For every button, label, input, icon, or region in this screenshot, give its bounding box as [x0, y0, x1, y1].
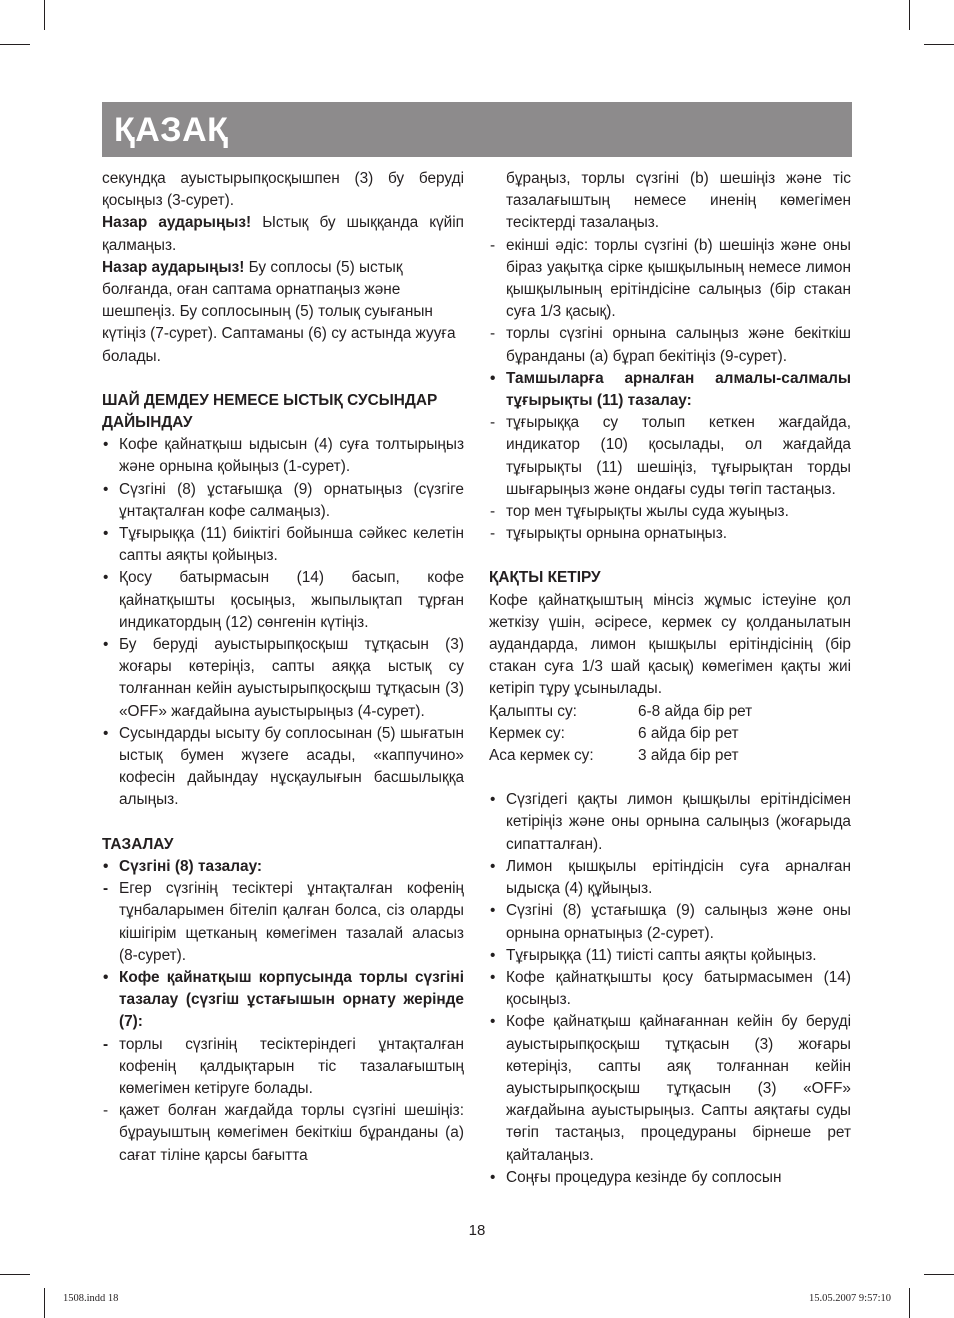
list-item: • Қосу батырмасын (14) басып, кофе қайнатқышты қосыңыз, жыпылықтап тұрған индикатордың (12) сөнгенін күтіңіз.: [103, 569, 464, 631]
section-heading: ҚАҚТЫ КЕТІРУ: [489, 569, 601, 587]
hardness-row: Аса кермек су: 3 айда бір рет: [489, 747, 739, 765]
crop-mark: [44, 1288, 45, 1318]
section-title: ҚАЗАҚ: [114, 111, 229, 149]
crop-mark: [0, 44, 30, 45]
warning-label: Назар аударыңыз!: [102, 214, 252, 232]
hardness-row: Қалыпты су: 6-8 айда бір рет: [489, 702, 753, 720]
list-item: • Сүзгіні (8) ұстағышқа (9) орнатыңыз (сүзгіге ұнтақталған кофе салмаңыз).: [103, 480, 464, 520]
crop-mark: [44, 0, 45, 30]
list-item: - торлы сүзгінің тесіктеріндегі ұнтақталған кофенің қалдықтарын тіс тазалағыштың көмегімен кетіруге болады.: [103, 1035, 464, 1097]
section-heading: ШАЙ ДЕМДЕУ НЕМЕСЕ ЫСТЫҚ СУСЫНДАР ДАЙЫНДАУ: [102, 391, 438, 432]
list-item: • Сүзгідегі қақты лимон қышқылы ерітіндісімен кетіріңіз және оны орнына салыңыз (жоғарыда сипатталған).: [490, 791, 851, 853]
crop-mark: [0, 1274, 30, 1275]
crop-mark: [909, 0, 910, 30]
crop-mark: [909, 1288, 910, 1318]
list-item: - тор мен тұғырықты жылы суда жуыңыз.: [490, 503, 789, 521]
page-number: 18: [468, 1222, 486, 1239]
warning-paragraph: [102, 212, 464, 256]
list-item: • Тұғырыққа (11) тиісті сапты аяқты қойыңыз.: [490, 946, 817, 964]
crop-mark: [924, 44, 954, 45]
list-item: • Тұғырыққа (11) биіктігі бойынша сәйкес келетін сапты аяқты қойыңыз.: [103, 525, 464, 565]
list-item: - екінші әдіс: торлы сүзгіні (b) шешіңіз және оны біраз уақытқа сірке қышқылының немесе лимон қышқылының ерітіндісіне салыңыз (бір стакан суға 1/3 қасық).: [490, 236, 851, 321]
slug-date: 15.05.2007 9:57:10: [809, 1293, 891, 1304]
warning-text: Бу соплосы (5) ыстық болғанда, оған саптама орнатпаңыз және шешпеңіз. Бу соплосының (5) толық суығанын күтіңіз (7-сурет). Саптаманы (6) су астында жууға болады.: [102, 258, 456, 365]
slug-file: 1508.indd 18: [63, 1293, 119, 1304]
warning-text: Ыстық бу шыққанда күйіп қалмаңыз.: [102, 214, 464, 254]
crop-mark: [924, 1274, 954, 1275]
list-item: • Соңғы процедура кезінде бу соплосын: [490, 1168, 782, 1186]
hardness-row: Кермек су: 6 айда бір рет: [489, 724, 739, 742]
list-item: - қажет болған жағдайда торлы сүзгіні шешіңіз: бұрауыштың көмегімен бекіткіш бұранданы (а) сағат тіліне қарсы бағытта: [103, 1102, 464, 1164]
list-item: • Бу беруді ауыстырыпқосқыш тұтқасын (3) жоғары көтеріңіз, сапты аяққа ыстық су толғаннан кейін ауыстырыпқосқыш тұтқасын (3) «OFF» жағдайына ауыстырыңыз (4-сурет).: [103, 636, 464, 720]
left-column: [102, 168, 464, 1167]
list-item: - тұғырыққа су толып кеткен жағдайда, индикатор (10) қосылады, ол жағдайда тұғырықты (11) шешіңіз, тұғырықтан торды шығарыңыз және ондағы суды төгіп тастаңыз.: [490, 414, 851, 498]
warning-label: Назар аударыңыз!: [102, 258, 245, 276]
section-banner: [102, 102, 852, 157]
list-item: • Сүзгіні (8) ұстағышқа (9) салыңыз және оны орнына орнатыңыз (2-сурет).: [490, 902, 851, 942]
section-heading: ТАЗАЛАУ: [102, 835, 174, 853]
list-item: - Егер сүзгінің тесіктері ұнтақталған кофенің тұнбаларымен бітеліп қалған болса, сіз оларды кішігірім щетканың көмегімен тазалай аласыз (8-сурет).: [103, 880, 464, 964]
warning-paragraph: [102, 257, 464, 368]
right-column: [489, 168, 851, 1189]
list-item: • Сүзгіні (8) тазалау:: [103, 857, 263, 875]
descale-intro: Кофе қайнатқыштың мінсіз жұмыс істеуіне қол жеткізу үшін, әсіресе, кермек су қолданылатын аудандарда, лимон қышқылы ерітіндісінің (бір стакан суға 1/3 шай қасық) көмегімен қақты жиі кетіріп тұру ұсынылады.: [489, 591, 851, 698]
list-item: • Кофе қайнатқышты қосу батырмасымен (14) қосыңыз.: [490, 968, 851, 1009]
list-item: • Сусындарды ысыту бу соплосынан (5) шығатын ыстық бумен жүзеге асады, «каппучино» кофесін дайындау нұсқаулығын басшылыққа алыңыз.: [103, 724, 464, 809]
list-item: • Лимон қышқылы ерітіндісін суға арналған ыдысқа (4) құйыңыз.: [490, 857, 851, 898]
list-item: • Кофе қайнатқыш ыдысын (4) суға толтырыңыз және орнына қойыңыз (1-сурет).: [103, 436, 464, 476]
list-item: • Тамшыларға арналған алмалы-салмалы тұғырықты (11) тазалау:: [490, 369, 851, 410]
continued-paragraph: бұраңыз, торлы сүзгіні (b) шешіңіз және тіс тазалағыштың немесе иненің көмегімен тесіктерді тазалаңыз.: [506, 170, 851, 232]
list-item: - тұғырықты орнына орнатыңыз.: [490, 525, 728, 543]
list-item: • Кофе қайнатқыш корпусында торлы сүзгіні тазалау (сүзгіш ұстағышын орнату жерінде (7):: [103, 968, 464, 1031]
intro-paragraph: секундқа ауыстырыпқосқышпен (3) бу беруді қосыңыз (3-сурет).: [102, 170, 464, 210]
list-item: • Кофе қайнатқыш қайнағаннан кейін бу беруді ауыстырыпқосқыш тұтқасын (3) жоғары көтеріңіз, сапты аяқ толғаннан кейін ауыстырыпқосқыш тұтқасын (3) «OFF» жағдайына ауыстырыңыз. Сапты аяқтағы суды төгіп тастаңыз, процедураны бірнеше рет қайталаңыз.: [490, 1013, 851, 1164]
list-item: - торлы сүзгіні орнына салыңыз және бекіткіш бұранданы (а) бұрап бекітіңіз (9-сурет).: [490, 325, 851, 365]
